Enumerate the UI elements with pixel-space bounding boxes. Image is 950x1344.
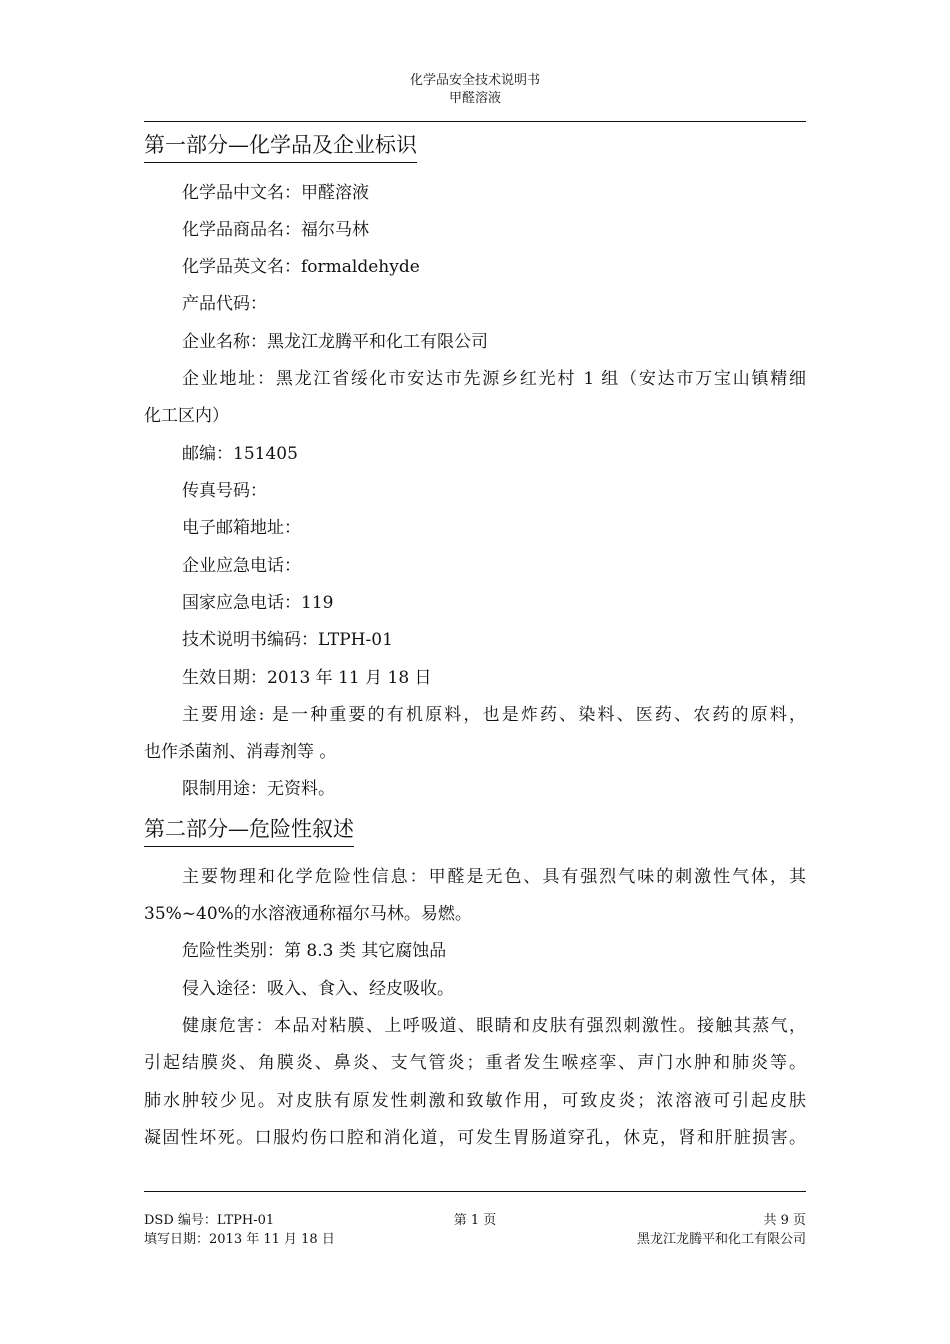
section-2-heading: 第二部分—危险性叙述 [144, 815, 354, 847]
exposure-routes: 侵入途径：吸入、食入、经皮吸收。 [182, 979, 454, 999]
restricted-use: 限制用途：无资料。 [182, 779, 335, 799]
company-name: 企业名称：黑龙江龙腾平和化工有限公司 [182, 332, 488, 352]
health-hazard-line-1: 健康危害：本品对粘膜、上呼吸道、眼睛和皮肤有强烈刺激性。接触其蒸气， [182, 1016, 806, 1036]
national-emergency-phone: 国家应急电话：119 [182, 593, 334, 613]
document-header [0, 72, 950, 108]
section-1-heading: 第一部分—化学品及企业标识 [144, 131, 417, 163]
document-subtitle: 甲醛溶液 [448, 91, 501, 106]
fax-number: 传真号码： [182, 481, 267, 501]
email-address: 电子邮箱地址： [182, 518, 301, 538]
postcode: 邮编：151405 [182, 444, 298, 464]
main-use-line-2: 也作杀菌剂、消毒剂等 。 [144, 742, 337, 762]
dsd-number: DSD 编号：LTPH-01 [144, 1213, 275, 1228]
footer-company-name: 黑龙江龙腾平和化工有限公司 [636, 1232, 806, 1247]
document-title: 化学品安全技术说明书 [409, 73, 540, 88]
company-emergency-phone: 企业应急电话： [182, 556, 301, 576]
company-address-line-1: 企业地址：黑龙江省绥化市安达市先源乡红光村 1 组（安达市万宝山镇精细 [182, 369, 806, 389]
sds-code: 技术说明书编码：LTPH-01 [182, 630, 393, 650]
chemical-chinese-name: 化学品中文名：甲醛溶液 [182, 183, 369, 203]
product-code: 产品代码： [182, 294, 267, 314]
footer-divider [144, 1191, 806, 1192]
health-hazard-line-2: 引起结膜炎、角膜炎、鼻炎、支气管炎；重者发生喉痉挛、声门水肿和肺炎等。 [144, 1053, 806, 1073]
hazard-info-line-1: 主要物理和化学危险性信息：甲醛是无色、具有强烈气味的刺激性气体，其 [182, 867, 806, 887]
main-use-line-1: 主要用途: 是一种重要的有机原料，也是炸药、染料、医药、农药的原料， [182, 705, 806, 725]
hazard-class: 危险性类别：第 8.3 类 其它腐蚀品 [182, 941, 447, 961]
hazard-info-line-2: 35%~40%的水溶液通称福尔马林。易燃。 [144, 904, 472, 924]
health-hazard-line-4: 凝固性坏死。口服灼伤口腔和消化道，可发生胃肠道穿孔，休克，肾和肝脏损害。 [144, 1128, 806, 1148]
chemical-english-name: 化学品英文名：formaldehyde [182, 257, 420, 277]
effective-date: 生效日期：2013 年 11 月 18 日 [182, 668, 432, 688]
chemical-trade-name: 化学品商品名：福尔马林 [182, 220, 369, 240]
health-hazard-line-3: 肺水肿较少见。对皮肤有原发性刺激和致敏作用，可致皮炎；浓溶液可引起皮肤 [144, 1091, 806, 1111]
header-divider [144, 121, 806, 122]
fill-date: 填写日期：2013 年 11 月 18 日 [144, 1232, 335, 1247]
company-address-line-2: 化工区内） [144, 406, 229, 426]
total-pages: 共 9 页 [763, 1213, 806, 1228]
page-number: 第 1 页 [453, 1213, 497, 1228]
